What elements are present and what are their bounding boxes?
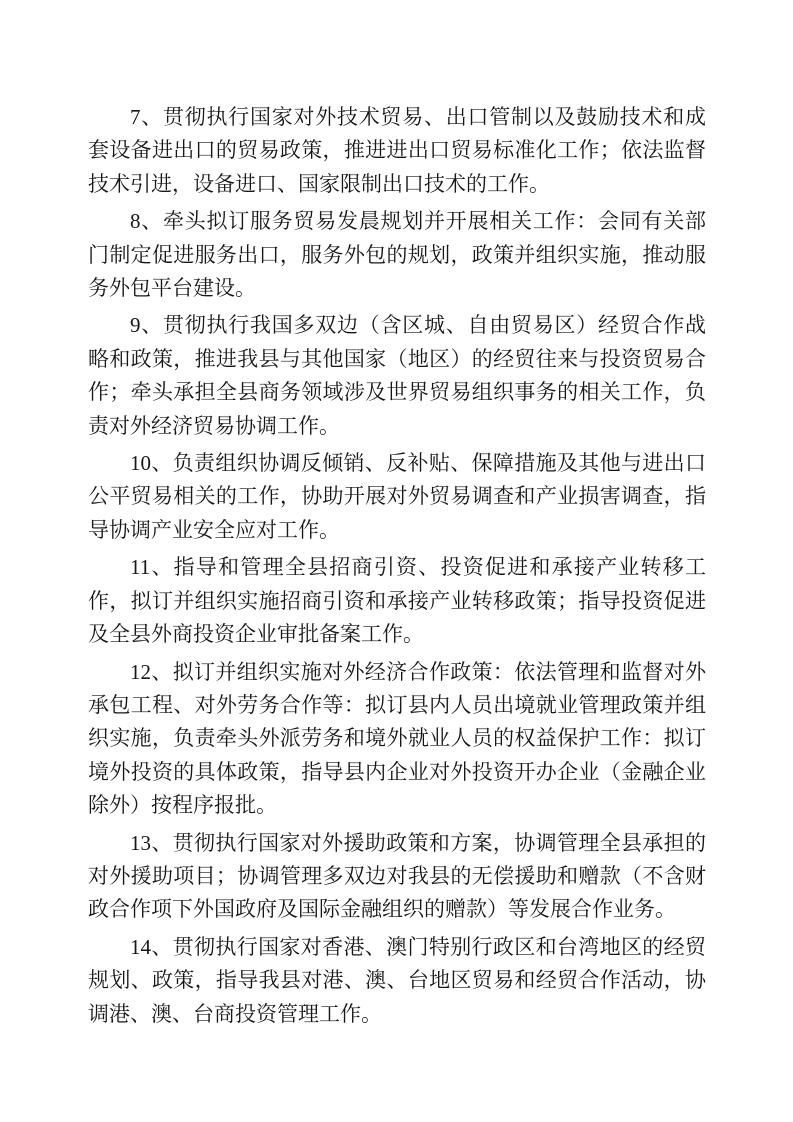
- clause-7: 7、贯彻执行国家对外技术贸易、出口管制以及鼓励技术和成套设备进出口的贸易政策，推进进出口贸易标准化工作；依法监督技术引进，设备进口、国家限制出口技术的工作。: [88, 105, 706, 196]
- document-body: [88, 101, 706, 1031]
- clause-12: 12、拟订并组织实施对外经济合作政策：依法管理和监督对外承包工程、对外劳务合作等：拟订县内人员出境就业管理政策并组织实施，负责牵头外派劳务和境外就业人员的权益保护工作：拟订境外投资的具体政策，指导县内企业对外投资开办企业（金融企业除外）按程序报批。: [88, 659, 706, 818]
- clause-11: 11、指导和管理全县招商引资、投资促进和承接产业转移工作，拟订并组织实施招商引资和承接产业转移政策；指导投资促进及全县外商投资企业审批备案工作。: [88, 555, 706, 647]
- clause-10: 10、负责组织协调反倾销、反补贴、保障措施及其他与进出口公平贸易相关的工作，协助开展对外贸易调查和产业损害调查，指导协调产业安全应对工作。: [88, 451, 706, 542]
- clause-14: 14、贯彻执行国家对香港、澳门特别行政区和台湾地区的经贸规划、政策，指导我县对港、澳、台地区贸易和经贸合作活动，协调港、澳、台商投资管理工作。: [88, 934, 706, 1026]
- clause-8: 8、牵头拟订服务贸易发晨规划并开展相关工作：会同有关部门制定促进服务出口，服务外包的规划，政策并组织实施，推动服务外包平台建设。: [88, 209, 706, 301]
- clause-13: 13、贯彻执行国家对外援助政策和方案，协调管理全县承担的对外援助项目；协调管理多双边对我县的无偿援助和赠款（不含财政合作项下外国政府及国际金融组织的赠款）等发展合作业务。: [88, 830, 706, 922]
- clause-9: 9、贯彻执行我国多双边（含区城、自由贸易区）经贸合作战略和政策，推进我县与其他国家（地区）的经贸往来与投资贸易合作；牵头承担全县商务领域涉及世界贸易组织事务的相关工作，负责对外经济贸易协调工作。: [88, 313, 706, 438]
